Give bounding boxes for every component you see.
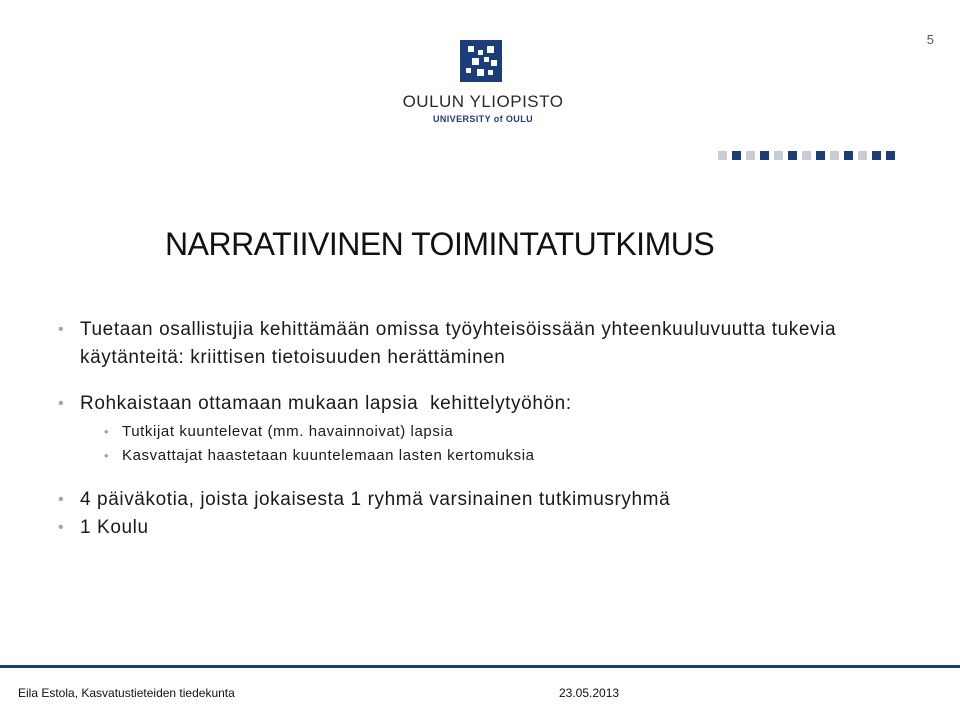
decorative-square [746, 151, 755, 160]
decorative-square [886, 151, 895, 160]
decorative-square [802, 151, 811, 160]
decorative-square [830, 151, 839, 160]
decorative-square [732, 151, 741, 160]
decorative-square [774, 151, 783, 160]
decorative-square [816, 151, 825, 160]
university-logo-mark-icon [460, 40, 502, 82]
bullet-item: • 4 päiväkotia, joista jokaisesta 1 ryhmä varsinainen tutkimusryhmä [58, 486, 928, 514]
page-number: 5 [926, 32, 934, 47]
bullet-text: Rohkaistaan ottamaan mukaan lapsia kehittelytyöhön: [80, 393, 572, 414]
footer-author: Eila Estola, Kasvatustieteiden tiedekunta [18, 686, 235, 700]
slide-body [58, 316, 928, 542]
bullet-item: • Tuetaan osallistujia kehittämään omissa työyhteisöissään yhteenkuuluvuutta tukevia käytänteitä: kriittisen tietoisuuden herättäminen [58, 316, 928, 372]
footer-divider [0, 665, 960, 668]
decorative-square [718, 151, 727, 160]
decorative-square [788, 151, 797, 160]
bullet-item [58, 390, 928, 468]
sub-bullet-list [80, 420, 928, 468]
university-name-english: UNIVERSITY of OULU [432, 114, 534, 124]
bullet-item: • 1 Koulu [58, 514, 928, 542]
sub-bullet-item: • Tutkijat kuuntelevat (mm. havainnoivat) lapsia [80, 420, 928, 444]
sub-bullet-item: • Kasvattajat haastetaan kuuntelemaan lasten kertomuksia [80, 444, 928, 468]
footer-date: 23.05.2013 [559, 686, 620, 700]
university-logo [388, 40, 578, 130]
decorative-square [844, 151, 853, 160]
decorative-square [760, 151, 769, 160]
decorative-square [858, 151, 867, 160]
slide-title: NARRATIIVINEN TOIMINTATUTKIMUS [165, 226, 715, 262]
university-name: OULUN YLIOPISTO [402, 92, 564, 111]
decorative-square [872, 151, 881, 160]
decorative-squares [718, 151, 895, 160]
